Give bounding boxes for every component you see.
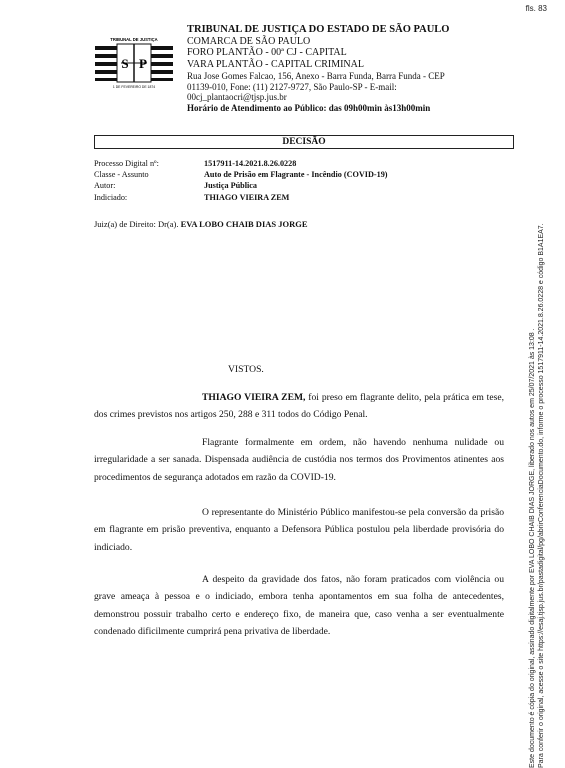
case-info-label: Processo Digital nº:	[94, 159, 159, 168]
address-line-1: Rua Jose Gomes Falcao, 156, Anexo - Barra Funda, Barra Funda - CEP	[187, 70, 445, 81]
public-hours: Horário de Atendimento ao Público: das 09h00min às13h00min	[187, 103, 431, 114]
logo-letter-right: P	[139, 56, 147, 71]
paragraph-1	[94, 389, 504, 424]
case-info-row	[94, 180, 388, 191]
email: 00cj_plantaocri@tjsp.jus.br	[187, 92, 287, 103]
case-info-value: Auto de Prisão em Flagrante - Incêndio (COVID-19)	[204, 170, 388, 180]
case-info-label: Classe - Assunto	[94, 170, 149, 180]
case-info-value: THIAGO VIEIRA ZEM	[204, 192, 290, 202]
case-info-value: Justiça Pública	[204, 181, 257, 191]
defendant-name: THIAGO VIEIRA ZEM,	[202, 392, 306, 403]
logo-bottom-text: 1 DE FEVEREIRO DE 1874	[112, 85, 156, 89]
document-type-heading: DECISÃO	[94, 135, 514, 149]
digital-signature-note	[528, 8, 546, 768]
case-info-label: Autor:	[94, 181, 116, 191]
logo-top-text: TRIBUNAL DE JUSTIÇA	[110, 37, 158, 42]
judge-label: Juiz(a) de Direito: Dr(a).	[94, 219, 179, 229]
signature-note-line-2: Para conferir o original, acesse o site https://esaj.tjsp.jus.br/pastadigital/pg/abrirConferenciaDocumento.do, informe o processo 1517911-14.2021.8.26.0228 e código B1A1EA7.	[538, 223, 546, 768]
case-info-label: Indiciado:	[94, 192, 128, 202]
vistos-heading: VISTOS.	[228, 364, 264, 375]
vara: VARA PLANTÃO - CAPITAL CRIMINAL	[187, 59, 364, 71]
comarca: COMARCA DE SÃO PAULO	[187, 35, 311, 47]
signature-note-line-1: Este documento é cópia do original, assinado digitalmente por EVA LOBO CHAIB DIAS JORGE, liberado nos autos em 25/07/2021 às 13:08 .	[529, 328, 536, 768]
case-info-row	[94, 169, 388, 180]
paragraph-3: O representante do Ministério Público manifestou-se pela conversão da prisão em flagrante em prisão preventiva, enquanto a Defensora Pública postulou pela liberdade provisória do indiciado.	[94, 507, 504, 553]
court-header	[187, 24, 517, 115]
case-info-row	[94, 158, 388, 169]
address-line-2: 01139-010, Fone: (11) 2127-9727, São Paulo-SP - E-mail:	[187, 81, 397, 92]
foro: FORO PLANTÃO - 00ª CJ - CAPITAL	[187, 47, 347, 59]
court-name: TRIBUNAL DE JUSTIÇA DO ESTADO DE SÃO PAULO	[187, 24, 450, 35]
judge-name: EVA LOBO CHAIB DIAS JORGE	[180, 219, 308, 229]
case-info	[94, 158, 388, 203]
court-logo	[95, 36, 173, 90]
logo-letter-left: S	[121, 56, 129, 71]
case-info-row	[94, 192, 388, 203]
judge-line	[94, 219, 308, 229]
paragraph-1-text: foi preso em flagrante delito, pela prática em tese, dos crimes previstos nos artigos 250, 288 e 311 todos do Código Penal.	[94, 392, 504, 421]
paragraph-2: Flagrante formalmente em ordem, não havendo nenhuma nulidade ou irregularidade a ser sanada. Dispensada audiência de custódia nos termos dos Provimentos atinentes aos procedimentos de segurança adotados em razão da COVID-19.	[94, 437, 504, 483]
page-number: fls. 83	[525, 4, 547, 13]
case-info-value: 1517911-14.2021.8.26.0228	[204, 159, 297, 168]
paragraph-4: A despeito da gravidade dos fatos, não foram praticados com violência ou grave ameaça à pessoa e o indiciado, embora tenha apontamentos em sua folha de antecedentes, demonstrou possuir trabalho certo e endereço fixo, de maneira que, caso venha a ser eventualmente condenado dificilmente cumprirá pena privativa de liberdade.	[94, 574, 504, 638]
